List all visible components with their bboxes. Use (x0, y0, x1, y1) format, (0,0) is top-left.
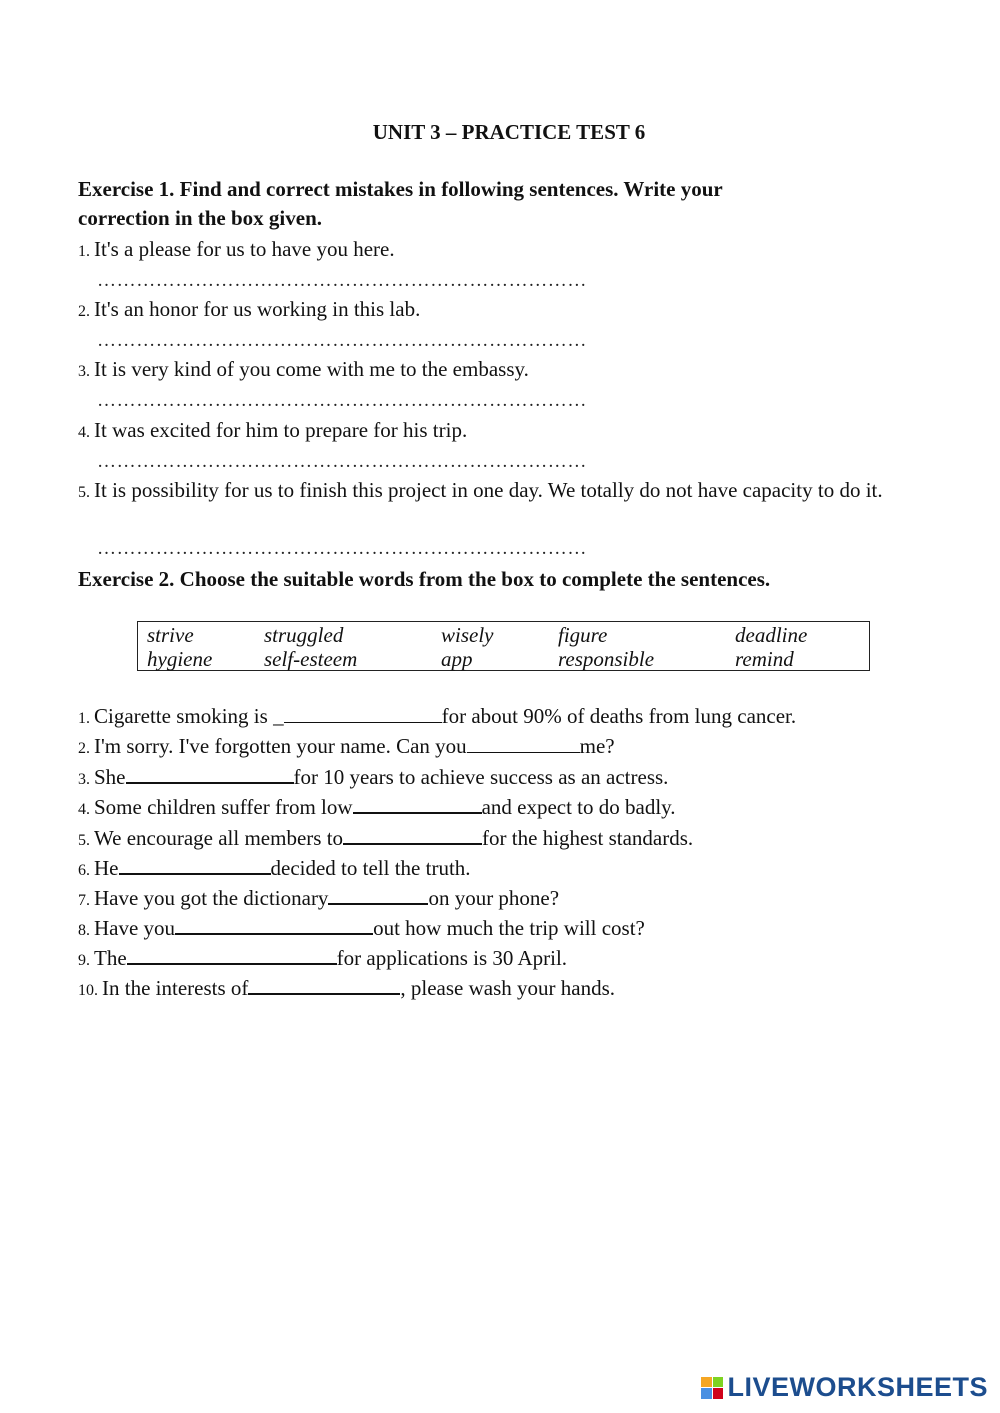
ex1-item-number: 1. (78, 243, 90, 260)
word-box-word: remind (735, 647, 794, 671)
ex2-blank-3[interactable] (126, 762, 294, 784)
word-box-word: self-esteem (264, 647, 358, 671)
ex2-item-after: , please wash your hands. (400, 976, 615, 1000)
exercise1-heading-line2: correction in the box given. (78, 206, 323, 230)
ex2-item-number: 8. (78, 922, 90, 939)
ex1-item-text: It was excited for him to prepare for his trip. (94, 418, 468, 442)
ex2-item-after: and expect to do badly. (481, 795, 676, 819)
ex2-item-before: He (94, 856, 119, 880)
word-box-word: figure (558, 623, 608, 647)
ex1-item-number: 2. (78, 303, 90, 320)
logo-square (713, 1377, 724, 1388)
ex2-item-before: Have you (94, 916, 176, 940)
ex2-item-after: me? (579, 734, 615, 758)
ex2-item-4 (78, 792, 676, 824)
word-box-word: responsible (558, 647, 655, 671)
ex1-item-5 (78, 476, 967, 507)
ex2-blank-6[interactable] (119, 853, 271, 875)
ex1-item-number: 5. (78, 484, 90, 501)
ex2-item-after: decided to tell the truth. (270, 856, 471, 880)
ex2-item-before: The (94, 946, 127, 970)
logo-grid-icon (701, 1377, 723, 1399)
ex2-item-number: 6. (78, 862, 90, 879)
ex1-item-4 (78, 416, 467, 447)
ex1-item-3 (78, 355, 529, 386)
ex2-item-before: We encourage all members to (94, 826, 344, 850)
liveworksheets-logo[interactable] (701, 1372, 988, 1403)
ex1-item-number: 4. (78, 424, 90, 441)
ex1-item-2 (78, 295, 420, 326)
ex2-item-number: 4. (78, 801, 90, 818)
ex1-item-1 (78, 235, 395, 266)
word-box-word: strive (147, 623, 194, 647)
ex1-item-text: It is very kind of you come with me to the embassy. (94, 357, 529, 381)
ex1-answer-line-4[interactable]: ………………………………………………………………… (97, 451, 587, 472)
word-box-word: struggled (264, 623, 344, 647)
ex2-blank-8[interactable] (175, 913, 373, 935)
ex2-item-before: I'm sorry. I've forgotten your name. Can you (94, 734, 467, 758)
logo-square (701, 1377, 712, 1388)
ex2-item-before: Have you got the dictionary (94, 886, 329, 910)
ex1-answer-line-3[interactable]: ………………………………………………………………… (97, 390, 587, 411)
ex2-item-8 (78, 913, 645, 945)
ex2-item-7 (78, 883, 559, 915)
ex2-item-number: 2. (78, 740, 90, 757)
ex2-item-before: Cigarette smoking is _ (94, 704, 284, 728)
ex2-item-number: 3. (78, 771, 90, 788)
ex2-item-before: In the interests of (102, 976, 249, 1000)
ex2-blank-2[interactable] (467, 732, 580, 753)
ex2-item-number: 10. (78, 982, 98, 999)
ex2-blank-4[interactable] (353, 792, 482, 814)
ex1-answer-line-5[interactable]: ………………………………………………………………… (97, 538, 587, 559)
ex2-item-before: Some children suffer from low (94, 795, 353, 819)
ex1-item-text: It's a please for us to have you here. (94, 237, 395, 261)
word-box (137, 621, 870, 671)
exercise1-heading (78, 175, 898, 233)
ex2-item-10 (78, 973, 615, 1005)
ex2-item-2 (78, 732, 615, 763)
ex2-item-number: 1. (78, 710, 90, 727)
word-box-word: hygiene (147, 647, 213, 671)
ex2-blank-7[interactable] (328, 883, 428, 905)
ex2-item-3 (78, 762, 668, 794)
logo-square (713, 1388, 724, 1399)
ex2-item-before: She (94, 765, 126, 789)
ex2-item-6 (78, 853, 471, 885)
ex2-item-9 (78, 943, 567, 975)
ex1-answer-line-1[interactable]: ………………………………………………………………… (97, 270, 587, 291)
ex2-blank-5[interactable] (343, 823, 482, 845)
ex2-item-after: on your phone? (428, 886, 560, 910)
ex1-item-text: It is possibility for us to finish this project in one day. We totally do not have capacity to do it. (94, 478, 883, 502)
word-box-word: app (441, 647, 473, 671)
ex2-item-after: out how much the trip will cost? (373, 916, 645, 940)
ex2-item-after: for the highest standards. (482, 826, 694, 850)
logo-square (701, 1388, 712, 1399)
word-box-word: deadline (735, 623, 808, 647)
ex2-item-after: for about 90% of deaths from lung cancer. (441, 704, 797, 728)
page-title: UNIT 3 – PRACTICE TEST 6 (372, 120, 646, 144)
ex2-item-number: 7. (78, 892, 90, 909)
ex1-answer-line-2[interactable]: ………………………………………………………………… (97, 330, 587, 351)
ex2-item-number: 5. (78, 832, 90, 849)
ex1-item-text: It's an honor for us working in this lab. (94, 297, 421, 321)
ex2-item-after: for 10 years to achieve success as an actress. (293, 765, 669, 789)
ex2-blank-9[interactable] (127, 943, 337, 965)
ex2-blank-10[interactable] (248, 973, 400, 995)
word-box-word: wisely (441, 623, 494, 647)
ex2-blank-1[interactable] (284, 702, 442, 723)
logo-text: LIVEWORKSHEETS (727, 1372, 988, 1402)
ex2-item-5 (78, 823, 693, 855)
ex2-item-after: for applications is 30 April. (336, 946, 568, 970)
ex1-item-number: 3. (78, 363, 90, 380)
ex2-item-1 (78, 702, 796, 733)
exercise1-heading-line1: Exercise 1. Find and correct mistakes in following sentences. Write your (78, 177, 723, 201)
ex2-item-number: 9. (78, 952, 90, 969)
exercise2-heading: Exercise 2. Choose the suitable words from the box to complete the sentences. (78, 567, 771, 591)
